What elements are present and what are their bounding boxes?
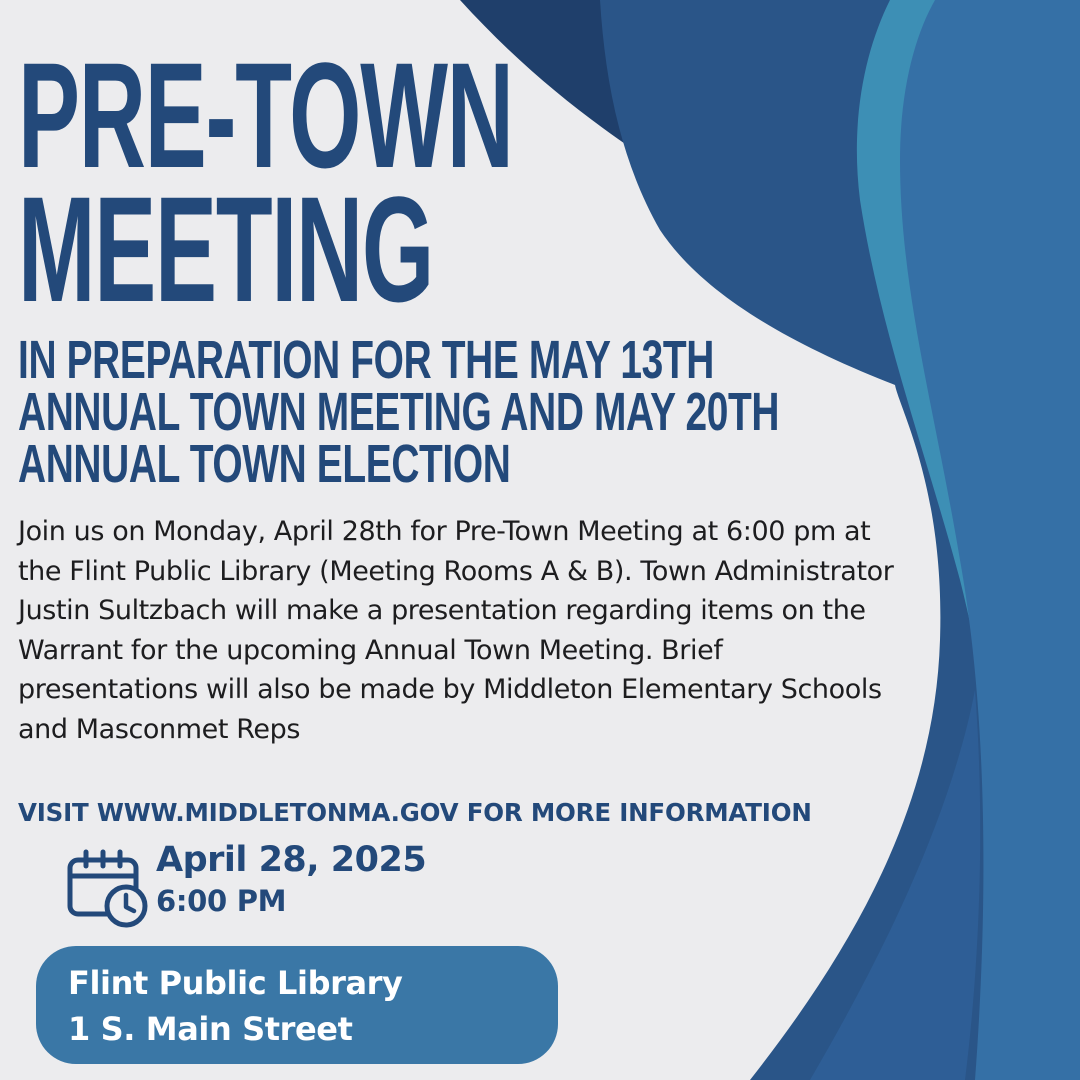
event-date: April 28, 2025 [156,840,427,880]
location-name: Flint Public Library [68,964,403,1002]
title-line-1: PRE-TOWN [18,31,513,199]
subtitle [18,330,780,494]
event-time: 6:00 PM [156,884,287,918]
website-info: VISIT WWW.MIDDLETONMA.GOV FOR MORE INFORMATION [18,798,812,827]
subtitle-line-2: ANNUAL TOWN MEETING AND MAY 20TH [18,382,780,442]
event-description: Join us on Monday, April 28th for Pre-Town Meeting at 6:00 pm at the Flint Public Library (Meeting Rooms A & B). Town Administrator Justin Sultzbach will make a presentation regarding items on the Warrant for the upcoming Annual Town Meeting. Brief presentations will also be made by Middleton Elementary Schools and Masconmet Reps [18,516,894,745]
location-box [36,946,558,1064]
subtitle-line-1: IN PREPARATION FOR THE MAY 13TH [18,330,714,390]
page-title [18,31,513,333]
title-line-2: MEETING [18,165,434,333]
location-address: 1 S. Main Street [68,1010,353,1048]
subtitle-line-3: ANNUAL TOWN ELECTION [18,434,511,494]
calendar-clock-icon [66,848,150,928]
